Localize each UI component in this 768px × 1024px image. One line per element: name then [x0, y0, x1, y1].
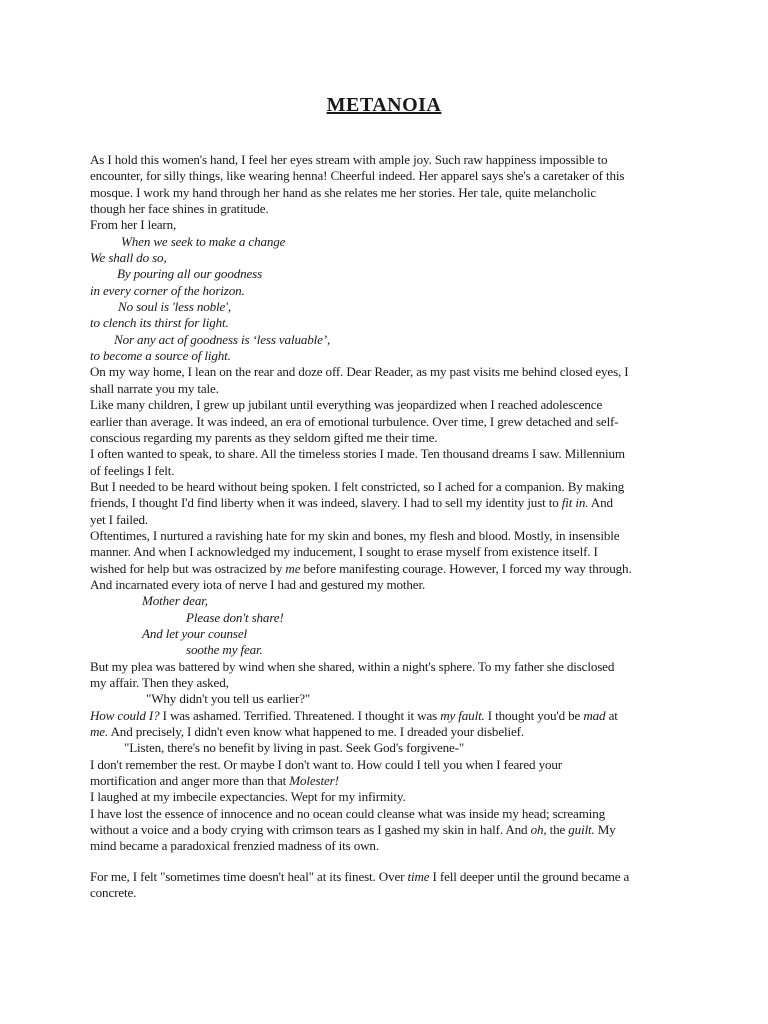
- text-run: before manifesting courage. However, I forced my way through.: [300, 560, 632, 576]
- text-line: concrete.: [90, 885, 137, 901]
- text-line: [90, 822, 680, 838]
- text-line: [90, 724, 680, 740]
- poem-line: No soul is 'less noble',: [118, 299, 231, 315]
- poem-line: By pouring all our goodness: [117, 266, 263, 282]
- page-title: METANOIA: [326, 94, 442, 116]
- text-run: For me, I felt "sometimes time doesn't heal" at its finest. Over: [90, 868, 408, 884]
- text-run: mortification and anger more than that: [90, 773, 290, 789]
- text-run: I fell deeper until the ground became a: [429, 868, 630, 884]
- poem-line: Please don't share!: [186, 609, 284, 625]
- text-line: [90, 561, 680, 577]
- text-run: friends, I thought I'd find liberty when it was indeed, slavery. I had to sell my identity just to: [90, 495, 562, 511]
- emphasis-text: oh,: [530, 822, 547, 838]
- text-run: I was ashamed. Terrified. Threatened. I thought it was: [159, 707, 441, 723]
- text-line: [90, 495, 680, 511]
- text-line: I don't remember the rest. Or maybe I don't want to. How could I tell you when I feared your: [90, 756, 562, 772]
- text-line: encounter, for silly things, like wearing henna! Cheerful indeed. Her apparel says she's a caretaker of this: [90, 168, 625, 184]
- emphasis-text: me: [285, 560, 301, 576]
- poem-line: Nor any act of goodness is ‘less valuable’,: [114, 331, 331, 347]
- text-run: without a voice and a body crying with crimson tears as I gashed my skin in half. And: [90, 822, 531, 838]
- text-line: yet I failed.: [90, 511, 149, 527]
- poem-line: in every corner of the horizon.: [90, 282, 245, 298]
- paragraph-gap: [90, 855, 680, 869]
- text-line: And incarnated every iota of nerve I had and gestured my mother.: [90, 576, 426, 592]
- emphasis-text: fit in.: [561, 495, 589, 511]
- text-line: Like many children, I grew up jubilant until everything was jeopardized when I reached adolescence: [90, 397, 603, 413]
- emphasis-text: me.: [90, 724, 109, 740]
- text-line: From her I learn,: [90, 217, 177, 233]
- text-line: On my way home, I lean on the rear and doze off. Dear Reader, as my past visits me behind closed eyes, I: [90, 364, 629, 380]
- emphasis-text: guilt.: [568, 822, 595, 838]
- text-line: [90, 708, 680, 724]
- text-line: Oftentimes, I nurtured a ravishing hate for my skin and bones, my flesh and blood. Mostly, in insensible: [90, 527, 620, 543]
- text-run: And: [588, 495, 613, 511]
- emphasis-text: How could I?: [90, 707, 160, 723]
- text-line: though her face shines in gratitude.: [90, 201, 269, 217]
- text-run: I thought you'd be: [484, 707, 584, 723]
- poem-line: soothe my fear.: [186, 642, 263, 658]
- quote-line: "Listen, there's no benefit by living in past. Seek God's forgivene-": [124, 740, 465, 756]
- emphasis-text: mad: [583, 707, 606, 723]
- text-run: wished for help but was ostracized by: [90, 560, 286, 576]
- story-body: [90, 152, 680, 901]
- text-run: at: [605, 707, 618, 723]
- emphasis-text: time: [407, 868, 430, 884]
- text-line: mind became a paradoxical frenzied madness of its own.: [90, 838, 379, 854]
- poem-line: to clench its thirst for light.: [90, 315, 229, 331]
- quote-line: "Why didn't you tell us earlier?": [146, 691, 311, 707]
- poem-line: When we seek to make a change: [121, 233, 286, 249]
- text-line: conscious regarding my parents as they seldom gifted me their time.: [90, 429, 438, 445]
- poem-line: to become a source of light.: [90, 348, 231, 364]
- text-line: my affair. Then they asked,: [90, 675, 229, 690]
- text-run: the: [546, 822, 569, 838]
- text-line: I laughed at my imbecile expectancies. Wept for my infirmity.: [90, 789, 406, 805]
- text-line: [90, 869, 680, 885]
- emphasis-text: my fault.: [440, 707, 485, 723]
- text-line: mosque. I work my hand through her hand as she relates me her stories. Her tale, quite melancholic: [90, 184, 596, 200]
- text-line: But my plea was battered by wind when she shared, within a night's sphere. To my father she disclosed: [90, 658, 615, 674]
- text-line: As I hold this women's hand, I feel her eyes stream with ample joy. Such raw happiness impossible to: [90, 152, 608, 167]
- text-run: My: [594, 822, 616, 838]
- text-line: earlier than average. It was indeed, an era of emotional turbulence. Over time, I grew detached and self-: [90, 413, 619, 429]
- text-line: But I needed to be heard without being spoken. I felt constricted, so I ached for a companion. By making: [90, 478, 625, 494]
- poem-line: And let your counsel: [142, 625, 247, 641]
- text-run: And precisely, I didn't even know what happened to me. I dreaded your disbelief.: [108, 724, 524, 740]
- text-line: I have lost the essence of innocence and no ocean could cleanse what was inside my head; screaming: [90, 805, 606, 821]
- text-line: I often wanted to speak, to share. All the timeless stories I made. Ten thousand dreams I saw. Millennium: [90, 446, 625, 462]
- text-line: [90, 773, 680, 789]
- text-line: shall narrate you my tale.: [90, 380, 219, 396]
- poem-line: We shall do so,: [90, 250, 167, 266]
- poem-line: Mother dear,: [142, 593, 208, 609]
- text-line: of feelings I felt.: [90, 462, 175, 478]
- text-line: manner. And when I acknowledged my inducement, I sought to erase myself from existence itself. I: [90, 544, 598, 560]
- emphasis-text: Molester!: [289, 773, 339, 789]
